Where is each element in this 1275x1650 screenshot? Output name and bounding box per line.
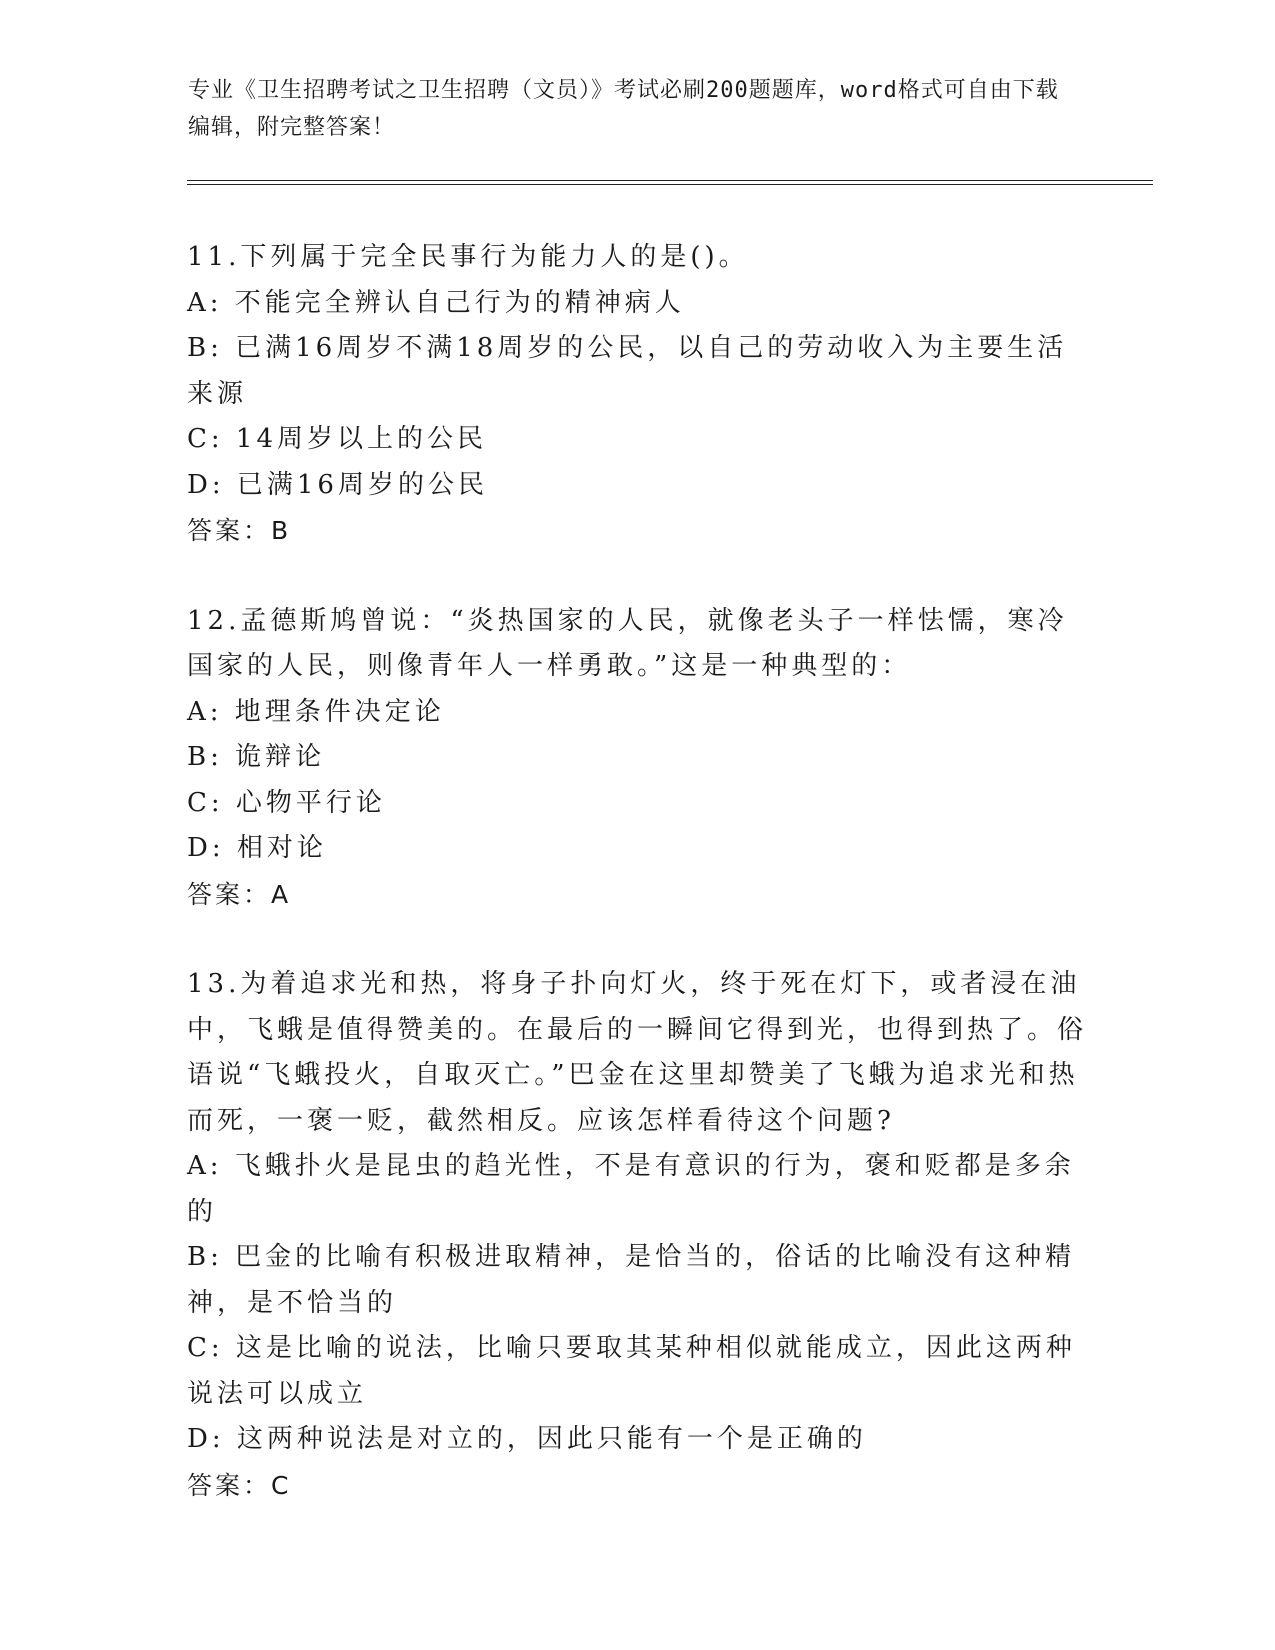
answer-line: 答案：B: [187, 516, 292, 545]
option-d: D: 这两种说法是对立的，因此只能有一个是正确的: [187, 1424, 867, 1454]
question-stem: 13.为着追求光和热，将身子扑向灯火，终于死在灯下，或者浸在油中，飞蛾是值得赞美的。在最后的一瞬间它得到光，也得到热了。俗语说“飞蛾投火，自取灭亡。”巴金在这里却赞美了飞蛾为追求光和热而死，一褒一贬，截然相反。应该怎样看待这个问题?: [187, 969, 1088, 1136]
document-header: 专业《卫生招聘考试之卫生招聘（文员）》考试必刷200题题库，word格式可自由下载编辑，附完整答案！: [188, 78, 1059, 140]
question-11: [187, 235, 1087, 554]
question-stem: 11.下列属于完全民事行为能力人的是()。: [187, 242, 749, 272]
option-c: C: 这是比喻的说法，比喻只要取其某种相似就能成立，因此这两种说法可以成立: [187, 1333, 1076, 1409]
header-divider-bottom: [187, 184, 1153, 185]
option-b: B: 诡辩论: [187, 742, 326, 772]
question-stem: 12.孟德斯鸠曾说：“炎热国家的人民，就像老头子一样怯懦，寒冷国家的人民，则像青年人一样勇敢。”这是一种典型的：: [187, 605, 1068, 681]
option-c: C: 14周岁以上的公民: [187, 424, 488, 454]
option-a: A: 飞蛾扑火是昆虫的趋光性，不是有意识的行为，褒和贬都是多余的: [187, 1151, 1075, 1227]
question-list: [187, 235, 1087, 1553]
option-d: D: 已满16周岁的公民: [187, 469, 488, 500]
question-12: [187, 599, 1087, 918]
answer-line: 答案：A: [187, 879, 292, 909]
option-c: C: 心物平行论: [187, 787, 386, 818]
option-b: B: 巴金的比喻有积极进取精神，是恰当的，俗话的比喻没有这种精神，是不恰当的: [187, 1242, 1076, 1318]
question-13: [187, 962, 1087, 1508]
answer-line: 答案：C: [187, 1470, 292, 1500]
option-a: A: 不能完全辨认自己行为的精神病人: [187, 287, 685, 318]
header-divider-top: [187, 180, 1153, 181]
option-a: A: 地理条件决定论: [187, 696, 445, 727]
option-b: B: 已满16周岁不满18周岁的公民，以自己的劳动收入为主要生活来源: [187, 333, 1068, 409]
option-d: D: 相对论: [187, 833, 327, 863]
